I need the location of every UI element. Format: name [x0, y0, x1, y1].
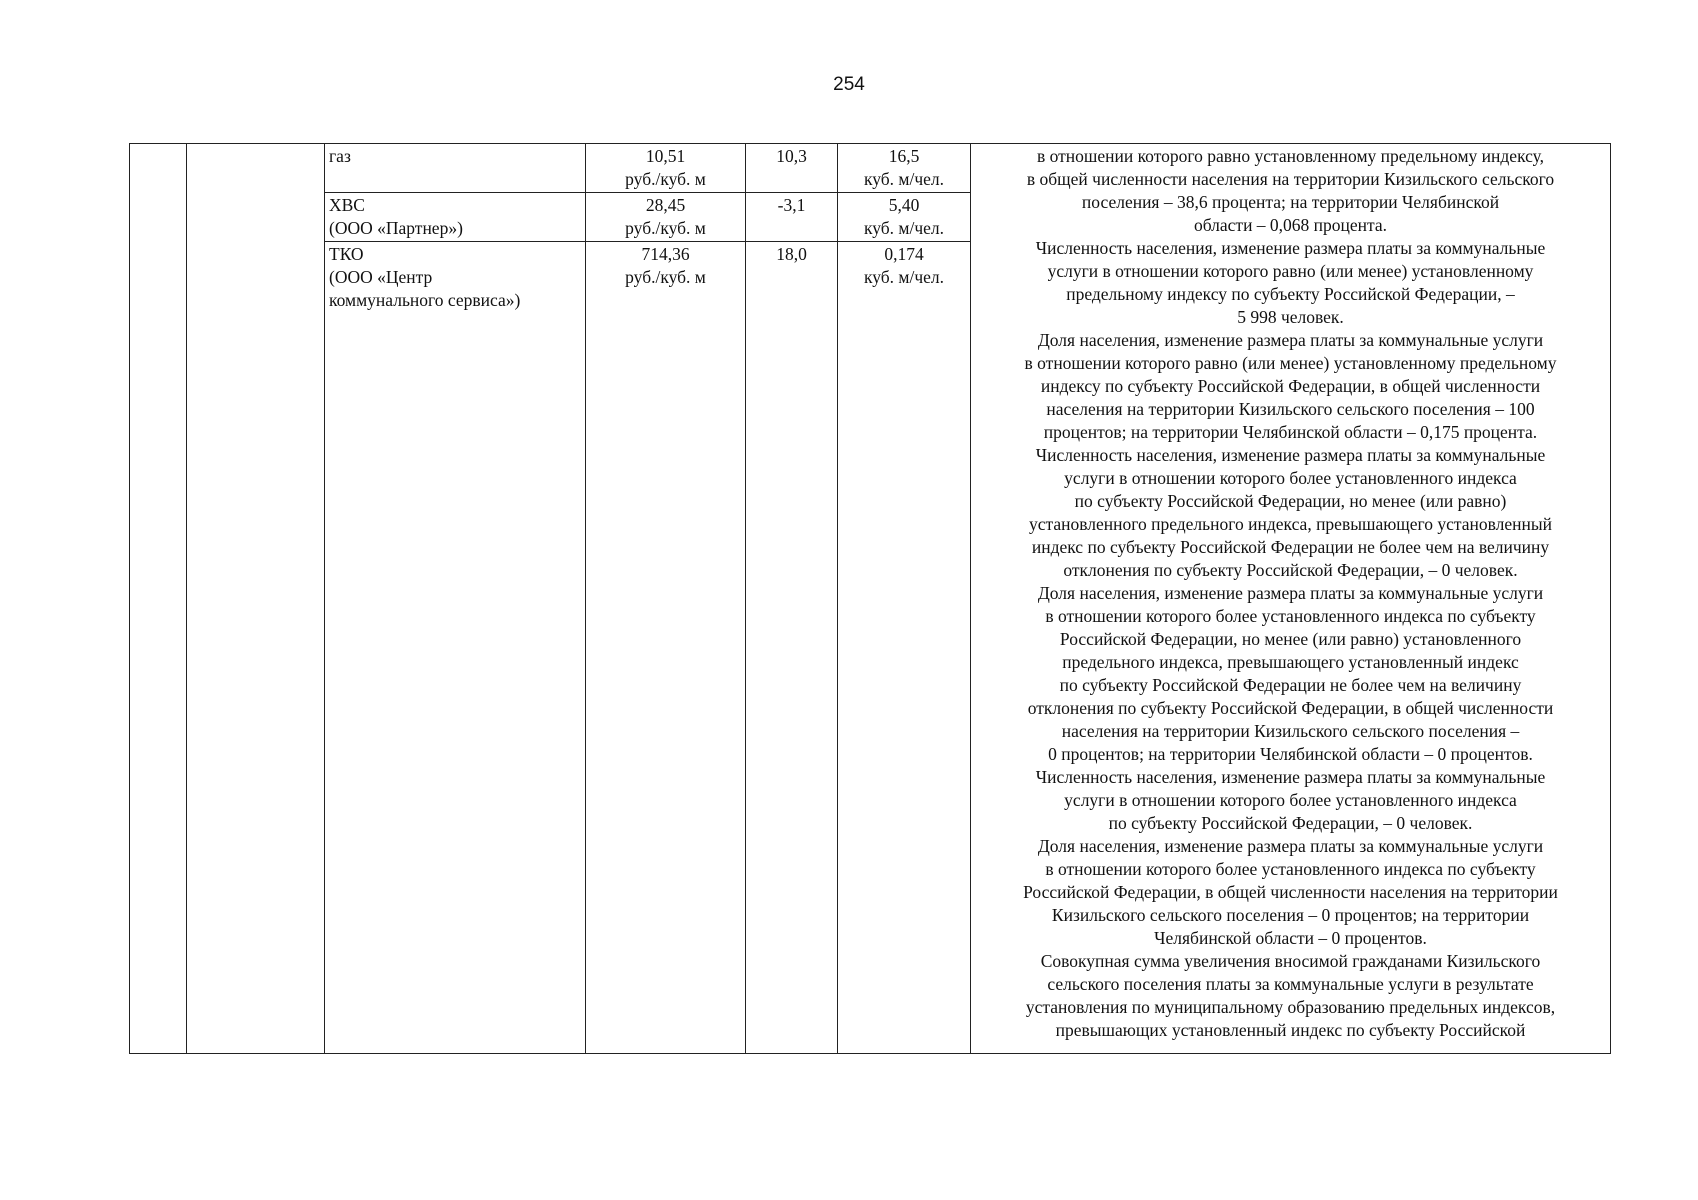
description-line: установленного предельного индекса, превышающего установленный — [1028, 514, 1553, 534]
service-line: газ — [329, 146, 351, 166]
description-line: Доля населения, изменение размера платы за коммунальные услуги — [1037, 583, 1544, 603]
tariff-unit: руб./куб. м — [625, 218, 706, 238]
change-value: 18,0 — [776, 244, 807, 264]
description-line: в отношении которого равно установленному предельному индексу, — [1036, 146, 1545, 166]
description-line: Численность населения, изменение размера платы за коммунальные — [1035, 767, 1546, 787]
description-line: поселения – 38,6 процента; на территории Челябинской — [1081, 192, 1500, 212]
service-cell — [325, 242, 586, 1054]
table-row — [130, 144, 1611, 193]
page-number: 254 — [833, 74, 865, 95]
tariff-value: 10,51 — [645, 146, 686, 166]
description-line: Российской Федерации, но менее (или равно) установленного — [1059, 629, 1522, 649]
description-line: процентов; на территории Челябинской области – 0,175 процента. — [1043, 422, 1538, 442]
service-line: ХВС — [329, 195, 365, 215]
municipality-cell — [187, 144, 325, 1054]
description-line: Доля населения, изменение размера платы за коммунальные услуги — [1037, 836, 1544, 856]
description-line: 5 998 человек. — [1237, 307, 1344, 327]
volume-value: 0,174 — [884, 244, 924, 264]
description-line: услуги в отношении которого более установленного индекса — [1064, 468, 1517, 488]
description-line: в общей численности населения на территории Кизильского сельского — [1026, 169, 1555, 189]
tariff-cell — [586, 242, 746, 1054]
tariff-table — [129, 143, 1611, 1054]
description-line: Кизильского сельского поселения – 0 процентов; на территории — [1051, 905, 1530, 925]
description-line: Челябинской области – 0 процентов. — [1154, 928, 1427, 948]
index-cell — [130, 144, 187, 1054]
volume-unit: куб. м/чел. — [863, 218, 945, 238]
description-line: индекс по субъекту Российской Федерации не более чем на величину — [1031, 537, 1550, 557]
description-line: в отношении которого более установленного индекса по субъекту — [1045, 606, 1536, 626]
description-cell — [971, 144, 1611, 1054]
tariff-cell — [586, 193, 746, 242]
description-line: по субъекту Российской Федерации, – 0 человек. — [1108, 813, 1473, 833]
service-line: (ООО «Центр — [329, 267, 433, 287]
description-line: в отношении которого равно (или менее) установленному предельному — [1024, 353, 1557, 373]
description-line: превышающих установленный индекс по субъекту Российской — [1055, 1020, 1526, 1040]
description-line: предельному индексу по субъекту Российской Федерации, – — [1066, 284, 1515, 304]
tariff-unit: руб./куб. м — [625, 169, 706, 189]
service-line: (ООО «Партнер») — [329, 218, 463, 238]
change-cell — [746, 193, 838, 242]
description-line: предельного индекса, превышающего установленный индекс — [1062, 652, 1519, 672]
description-line: Доля населения, изменение размера платы за коммунальные услуги — [1037, 330, 1544, 350]
description-line: по субъекту Российской Федерации, но менее (или равно) — [1074, 491, 1507, 511]
description-line: населения на территории Кизильского сельского поселения – 100 — [1046, 399, 1535, 419]
service-line: коммунального сервиса») — [329, 290, 521, 310]
change-cell — [746, 144, 838, 193]
volume-unit: куб. м/чел. — [863, 169, 945, 189]
change-cell — [746, 242, 838, 1054]
service-cell — [325, 193, 586, 242]
description-line: по субъекту Российской Федерации не более чем на величину — [1059, 675, 1522, 695]
description-line: сельского поселения платы за коммунальные услуги в результате — [1047, 974, 1534, 994]
service-cell — [325, 144, 586, 193]
description-line: услуги в отношении которого равно (или менее) установленному — [1047, 261, 1534, 281]
tariff-unit: руб./куб. м — [625, 267, 706, 287]
volume-unit: куб. м/чел. — [863, 267, 945, 287]
description-line: населения на территории Кизильского сельского поселения – — [1061, 721, 1520, 741]
description-line: в отношении которого более установленного индекса по субъекту — [1045, 859, 1536, 879]
description-line: Совокупная сумма увеличения вносимой гражданами Кизильского — [1040, 951, 1541, 971]
tariff-value: 28,45 — [645, 195, 686, 215]
description-line: услуги в отношении которого более установленного индекса — [1064, 790, 1517, 810]
description-line: Численность населения, изменение размера платы за коммунальные — [1035, 238, 1546, 258]
description-line: отклонения по субъекту Российской Федерации, в общей численности — [1027, 698, 1554, 718]
service-line: ТКО — [329, 244, 364, 264]
description-line: отклонения по субъекту Российской Федерации, – 0 человек. — [1063, 560, 1518, 580]
volume-cell — [838, 242, 971, 1054]
description-line: области – 0,068 процента. — [1193, 215, 1388, 235]
description-line: Российской Федерации, в общей численности населения на территории — [1023, 882, 1558, 902]
tariff-cell — [586, 144, 746, 193]
description-line: 0 процентов; на территории Челябинской области – 0 процентов. — [1048, 744, 1533, 764]
volume-value: 16,5 — [888, 146, 920, 166]
tariff-value: 714,36 — [641, 244, 690, 264]
volume-cell — [838, 193, 971, 242]
description-line: Численность населения, изменение размера платы за коммунальные — [1035, 445, 1546, 465]
description-line: индексу по субъекту Российской Федерации, в общей численности — [1040, 376, 1541, 396]
description-line: установления по муниципальному образованию предельных индексов, — [1025, 997, 1556, 1017]
change-value: -3,1 — [777, 195, 806, 215]
volume-cell — [838, 144, 971, 193]
change-value: 10,3 — [776, 146, 807, 166]
volume-value: 5,40 — [888, 195, 920, 215]
